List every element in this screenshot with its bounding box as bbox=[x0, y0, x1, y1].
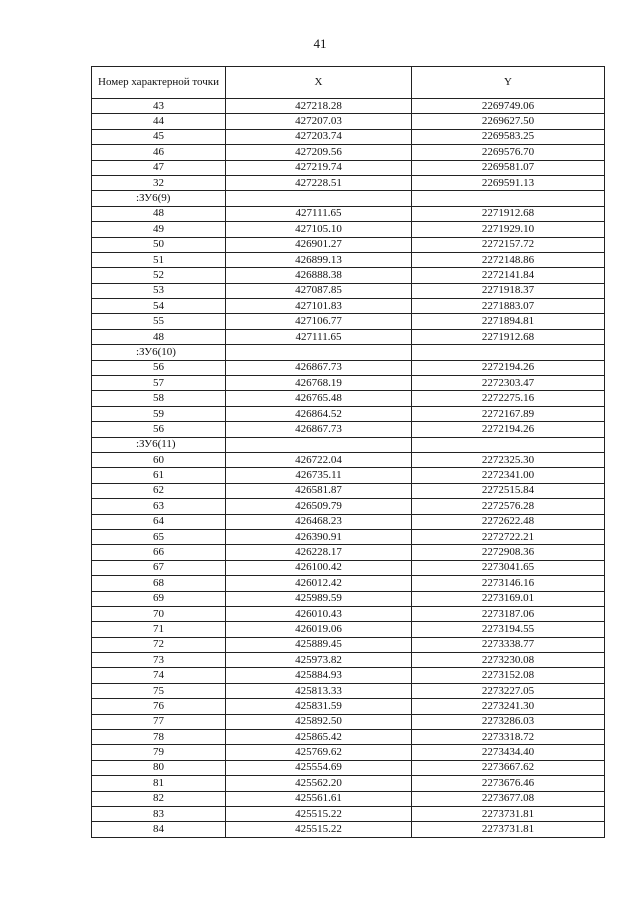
point-number-cell: 83 bbox=[92, 806, 226, 821]
page-number: 41 bbox=[313, 36, 327, 51]
point-number-cell: 54 bbox=[92, 299, 226, 314]
x-coordinate-cell: 425515.22 bbox=[226, 822, 412, 837]
x-coordinate-cell: 426012.42 bbox=[226, 576, 412, 591]
y-coordinate-cell: 2272303.47 bbox=[412, 376, 605, 391]
x-coordinate-cell: 426019.06 bbox=[226, 622, 412, 637]
table-row bbox=[92, 376, 605, 391]
x-coordinate-cell: 426581.87 bbox=[226, 483, 412, 498]
point-number-cell: 52 bbox=[92, 268, 226, 283]
point-number-cell: 75 bbox=[92, 683, 226, 698]
point-number-cell: 61 bbox=[92, 468, 226, 483]
table-row bbox=[92, 483, 605, 498]
y-coordinate-cell: 2273731.81 bbox=[412, 806, 605, 821]
y-coordinate-cell: 2272141.84 bbox=[412, 268, 605, 283]
point-number-cell: 65 bbox=[92, 529, 226, 544]
x-coordinate-cell: 425973.82 bbox=[226, 653, 412, 668]
point-number-cell: 53 bbox=[92, 283, 226, 298]
x-coordinate-cell: 427111.65 bbox=[226, 329, 412, 344]
x-coordinate-cell: 426100.42 bbox=[226, 560, 412, 575]
x-coordinate-cell: 427101.83 bbox=[226, 299, 412, 314]
table-row bbox=[92, 683, 605, 698]
table-row bbox=[92, 314, 605, 329]
table-row bbox=[92, 129, 605, 144]
point-number-cell: 81 bbox=[92, 776, 226, 791]
y-coordinate-cell: 2271883.07 bbox=[412, 299, 605, 314]
empty-cell bbox=[226, 345, 412, 360]
y-coordinate-cell: 2273227.05 bbox=[412, 683, 605, 698]
table-row bbox=[92, 329, 605, 344]
y-coordinate-cell: 2273169.01 bbox=[412, 591, 605, 606]
table-row bbox=[92, 545, 605, 560]
point-number-cell: 56 bbox=[92, 422, 226, 437]
y-coordinate-cell: 2273338.77 bbox=[412, 637, 605, 652]
point-number-cell: 57 bbox=[92, 376, 226, 391]
table-row bbox=[92, 99, 605, 114]
y-coordinate-cell: 2272194.26 bbox=[412, 360, 605, 375]
table-row bbox=[92, 391, 605, 406]
empty-cell bbox=[412, 437, 605, 452]
point-number-cell: 80 bbox=[92, 760, 226, 775]
table-row bbox=[92, 514, 605, 529]
y-coordinate-cell: 2271929.10 bbox=[412, 222, 605, 237]
y-coordinate-cell: 2269576.70 bbox=[412, 145, 605, 160]
group-row bbox=[92, 345, 605, 360]
point-number-cell: 48 bbox=[92, 329, 226, 344]
y-coordinate-cell: 2269627.50 bbox=[412, 114, 605, 129]
table-row bbox=[92, 145, 605, 160]
empty-cell bbox=[412, 191, 605, 206]
x-coordinate-cell: 425561.61 bbox=[226, 791, 412, 806]
y-coordinate-cell: 2269581.07 bbox=[412, 160, 605, 175]
y-coordinate-cell: 2271918.37 bbox=[412, 283, 605, 298]
table-row bbox=[92, 360, 605, 375]
x-coordinate-cell: 426864.52 bbox=[226, 406, 412, 421]
table-row bbox=[92, 637, 605, 652]
y-coordinate-cell: 2272622.48 bbox=[412, 514, 605, 529]
table-row bbox=[92, 252, 605, 267]
y-coordinate-cell: 2273731.81 bbox=[412, 822, 605, 837]
point-number-cell: 48 bbox=[92, 206, 226, 221]
y-coordinate-cell: 2272908.36 bbox=[412, 545, 605, 560]
x-coordinate-cell: 425554.69 bbox=[226, 760, 412, 775]
table-row bbox=[92, 668, 605, 683]
y-coordinate-cell: 2273146.16 bbox=[412, 576, 605, 591]
x-coordinate-cell: 425769.62 bbox=[226, 745, 412, 760]
table-row bbox=[92, 653, 605, 668]
x-coordinate-cell: 426509.79 bbox=[226, 499, 412, 514]
table-row bbox=[92, 468, 605, 483]
y-coordinate-cell: 2272194.26 bbox=[412, 422, 605, 437]
y-coordinate-cell: 2273667.62 bbox=[412, 760, 605, 775]
empty-cell bbox=[412, 345, 605, 360]
x-coordinate-cell: 426228.17 bbox=[226, 545, 412, 560]
point-number-cell: 60 bbox=[92, 452, 226, 467]
point-number-cell: 44 bbox=[92, 114, 226, 129]
x-coordinate-cell: 425989.59 bbox=[226, 591, 412, 606]
group-row bbox=[92, 191, 605, 206]
table-row bbox=[92, 822, 605, 837]
point-number-cell: 45 bbox=[92, 129, 226, 144]
point-number-cell: 55 bbox=[92, 314, 226, 329]
table-row bbox=[92, 283, 605, 298]
x-coordinate-cell: 426899.13 bbox=[226, 252, 412, 267]
point-number-cell: 79 bbox=[92, 745, 226, 760]
table-row bbox=[92, 268, 605, 283]
point-number-cell: 76 bbox=[92, 699, 226, 714]
x-coordinate-cell: 426901.27 bbox=[226, 237, 412, 252]
point-number-cell: 74 bbox=[92, 668, 226, 683]
x-coordinate-cell: 427105.10 bbox=[226, 222, 412, 237]
point-number-cell: 68 bbox=[92, 576, 226, 591]
y-coordinate-cell: 2273187.06 bbox=[412, 606, 605, 621]
x-coordinate-cell: 426468.23 bbox=[226, 514, 412, 529]
table-row bbox=[92, 160, 605, 175]
point-number-cell: 62 bbox=[92, 483, 226, 498]
x-coordinate-cell: 425562.20 bbox=[226, 776, 412, 791]
point-number-cell: 84 bbox=[92, 822, 226, 837]
point-number-cell: 51 bbox=[92, 252, 226, 267]
group-row bbox=[92, 437, 605, 452]
point-number-cell: 32 bbox=[92, 175, 226, 190]
group-label: :ЗУ6(9) bbox=[92, 191, 226, 206]
x-coordinate-cell: 426722.04 bbox=[226, 452, 412, 467]
y-coordinate-cell: 2272148.86 bbox=[412, 252, 605, 267]
x-coordinate-cell: 426768.19 bbox=[226, 376, 412, 391]
y-coordinate-cell: 2273230.08 bbox=[412, 653, 605, 668]
group-label: :ЗУ6(10) bbox=[92, 345, 226, 360]
y-coordinate-cell: 2273241.30 bbox=[412, 699, 605, 714]
point-number-cell: 69 bbox=[92, 591, 226, 606]
table-row bbox=[92, 699, 605, 714]
point-number-cell: 67 bbox=[92, 560, 226, 575]
point-number-cell: 47 bbox=[92, 160, 226, 175]
y-coordinate-cell: 2269591.13 bbox=[412, 175, 605, 190]
y-coordinate-cell: 2273286.03 bbox=[412, 714, 605, 729]
table-row bbox=[92, 714, 605, 729]
y-coordinate-cell: 2271912.68 bbox=[412, 329, 605, 344]
y-coordinate-cell: 2272157.72 bbox=[412, 237, 605, 252]
point-number-cell: 77 bbox=[92, 714, 226, 729]
y-coordinate-cell: 2272275.16 bbox=[412, 391, 605, 406]
point-number-cell: 66 bbox=[92, 545, 226, 560]
table-row bbox=[92, 114, 605, 129]
table-row bbox=[92, 422, 605, 437]
point-number-cell: 78 bbox=[92, 730, 226, 745]
table-row bbox=[92, 206, 605, 221]
header-y: Y bbox=[412, 67, 605, 99]
table-row bbox=[92, 452, 605, 467]
point-number-cell: 43 bbox=[92, 99, 226, 114]
point-number-cell: 58 bbox=[92, 391, 226, 406]
x-coordinate-cell: 427209.56 bbox=[226, 145, 412, 160]
point-number-cell: 73 bbox=[92, 653, 226, 668]
x-coordinate-cell: 427087.85 bbox=[226, 283, 412, 298]
point-number-cell: 63 bbox=[92, 499, 226, 514]
x-coordinate-cell: 425892.50 bbox=[226, 714, 412, 729]
y-coordinate-cell: 2273676.46 bbox=[412, 776, 605, 791]
table-row bbox=[92, 299, 605, 314]
y-coordinate-cell: 2273152.08 bbox=[412, 668, 605, 683]
x-coordinate-cell: 426867.73 bbox=[226, 422, 412, 437]
table-row bbox=[92, 576, 605, 591]
header-x: X bbox=[226, 67, 412, 99]
point-number-cell: 59 bbox=[92, 406, 226, 421]
point-number-cell: 71 bbox=[92, 622, 226, 637]
point-number-cell: 56 bbox=[92, 360, 226, 375]
y-coordinate-cell: 2269749.06 bbox=[412, 99, 605, 114]
table-row bbox=[92, 745, 605, 760]
x-coordinate-cell: 427106.77 bbox=[226, 314, 412, 329]
x-coordinate-cell: 426867.73 bbox=[226, 360, 412, 375]
table-row bbox=[92, 606, 605, 621]
point-number-cell: 50 bbox=[92, 237, 226, 252]
x-coordinate-cell: 426390.91 bbox=[226, 529, 412, 544]
table-row bbox=[92, 622, 605, 637]
x-coordinate-cell: 425813.33 bbox=[226, 683, 412, 698]
x-coordinate-cell: 427203.74 bbox=[226, 129, 412, 144]
y-coordinate-cell: 2273677.08 bbox=[412, 791, 605, 806]
x-coordinate-cell: 426735.11 bbox=[226, 468, 412, 483]
group-label: :ЗУ6(11) bbox=[92, 437, 226, 452]
point-number-cell: 82 bbox=[92, 791, 226, 806]
x-coordinate-cell: 425831.59 bbox=[226, 699, 412, 714]
table-row bbox=[92, 730, 605, 745]
table-row bbox=[92, 529, 605, 544]
y-coordinate-cell: 2273318.72 bbox=[412, 730, 605, 745]
table-row bbox=[92, 560, 605, 575]
x-coordinate-cell: 427218.28 bbox=[226, 99, 412, 114]
y-coordinate-cell: 2272325.30 bbox=[412, 452, 605, 467]
point-number-cell: 49 bbox=[92, 222, 226, 237]
x-coordinate-cell: 427111.65 bbox=[226, 206, 412, 221]
coordinates-table bbox=[91, 66, 605, 838]
x-coordinate-cell: 427219.74 bbox=[226, 160, 412, 175]
x-coordinate-cell: 425889.45 bbox=[226, 637, 412, 652]
x-coordinate-cell: 426888.38 bbox=[226, 268, 412, 283]
header-point-number: Номер характерной точки bbox=[92, 67, 226, 99]
y-coordinate-cell: 2271912.68 bbox=[412, 206, 605, 221]
point-number-cell: 72 bbox=[92, 637, 226, 652]
x-coordinate-cell: 427207.03 bbox=[226, 114, 412, 129]
x-coordinate-cell: 426010.43 bbox=[226, 606, 412, 621]
table-row bbox=[92, 406, 605, 421]
point-number-cell: 70 bbox=[92, 606, 226, 621]
table-body bbox=[92, 99, 605, 838]
point-number-cell: 46 bbox=[92, 145, 226, 160]
y-coordinate-cell: 2273434.40 bbox=[412, 745, 605, 760]
x-coordinate-cell: 425865.42 bbox=[226, 730, 412, 745]
y-coordinate-cell: 2272576.28 bbox=[412, 499, 605, 514]
y-coordinate-cell: 2272515.84 bbox=[412, 483, 605, 498]
table-header-row bbox=[92, 67, 605, 99]
table-row bbox=[92, 237, 605, 252]
x-coordinate-cell: 427228.51 bbox=[226, 175, 412, 190]
empty-cell bbox=[226, 191, 412, 206]
table-row bbox=[92, 760, 605, 775]
y-coordinate-cell: 2271894.81 bbox=[412, 314, 605, 329]
y-coordinate-cell: 2272722.21 bbox=[412, 529, 605, 544]
table-row bbox=[92, 776, 605, 791]
y-coordinate-cell: 2272167.89 bbox=[412, 406, 605, 421]
table-row bbox=[92, 591, 605, 606]
x-coordinate-cell: 425884.93 bbox=[226, 668, 412, 683]
y-coordinate-cell: 2272341.00 bbox=[412, 468, 605, 483]
point-number-cell: 64 bbox=[92, 514, 226, 529]
x-coordinate-cell: 426765.48 bbox=[226, 391, 412, 406]
empty-cell bbox=[226, 437, 412, 452]
table-row bbox=[92, 175, 605, 190]
y-coordinate-cell: 2269583.25 bbox=[412, 129, 605, 144]
y-coordinate-cell: 2273041.65 bbox=[412, 560, 605, 575]
x-coordinate-cell: 425515.22 bbox=[226, 806, 412, 821]
table-row bbox=[92, 806, 605, 821]
table-row bbox=[92, 222, 605, 237]
table-row bbox=[92, 791, 605, 806]
table-row bbox=[92, 499, 605, 514]
y-coordinate-cell: 2273194.55 bbox=[412, 622, 605, 637]
